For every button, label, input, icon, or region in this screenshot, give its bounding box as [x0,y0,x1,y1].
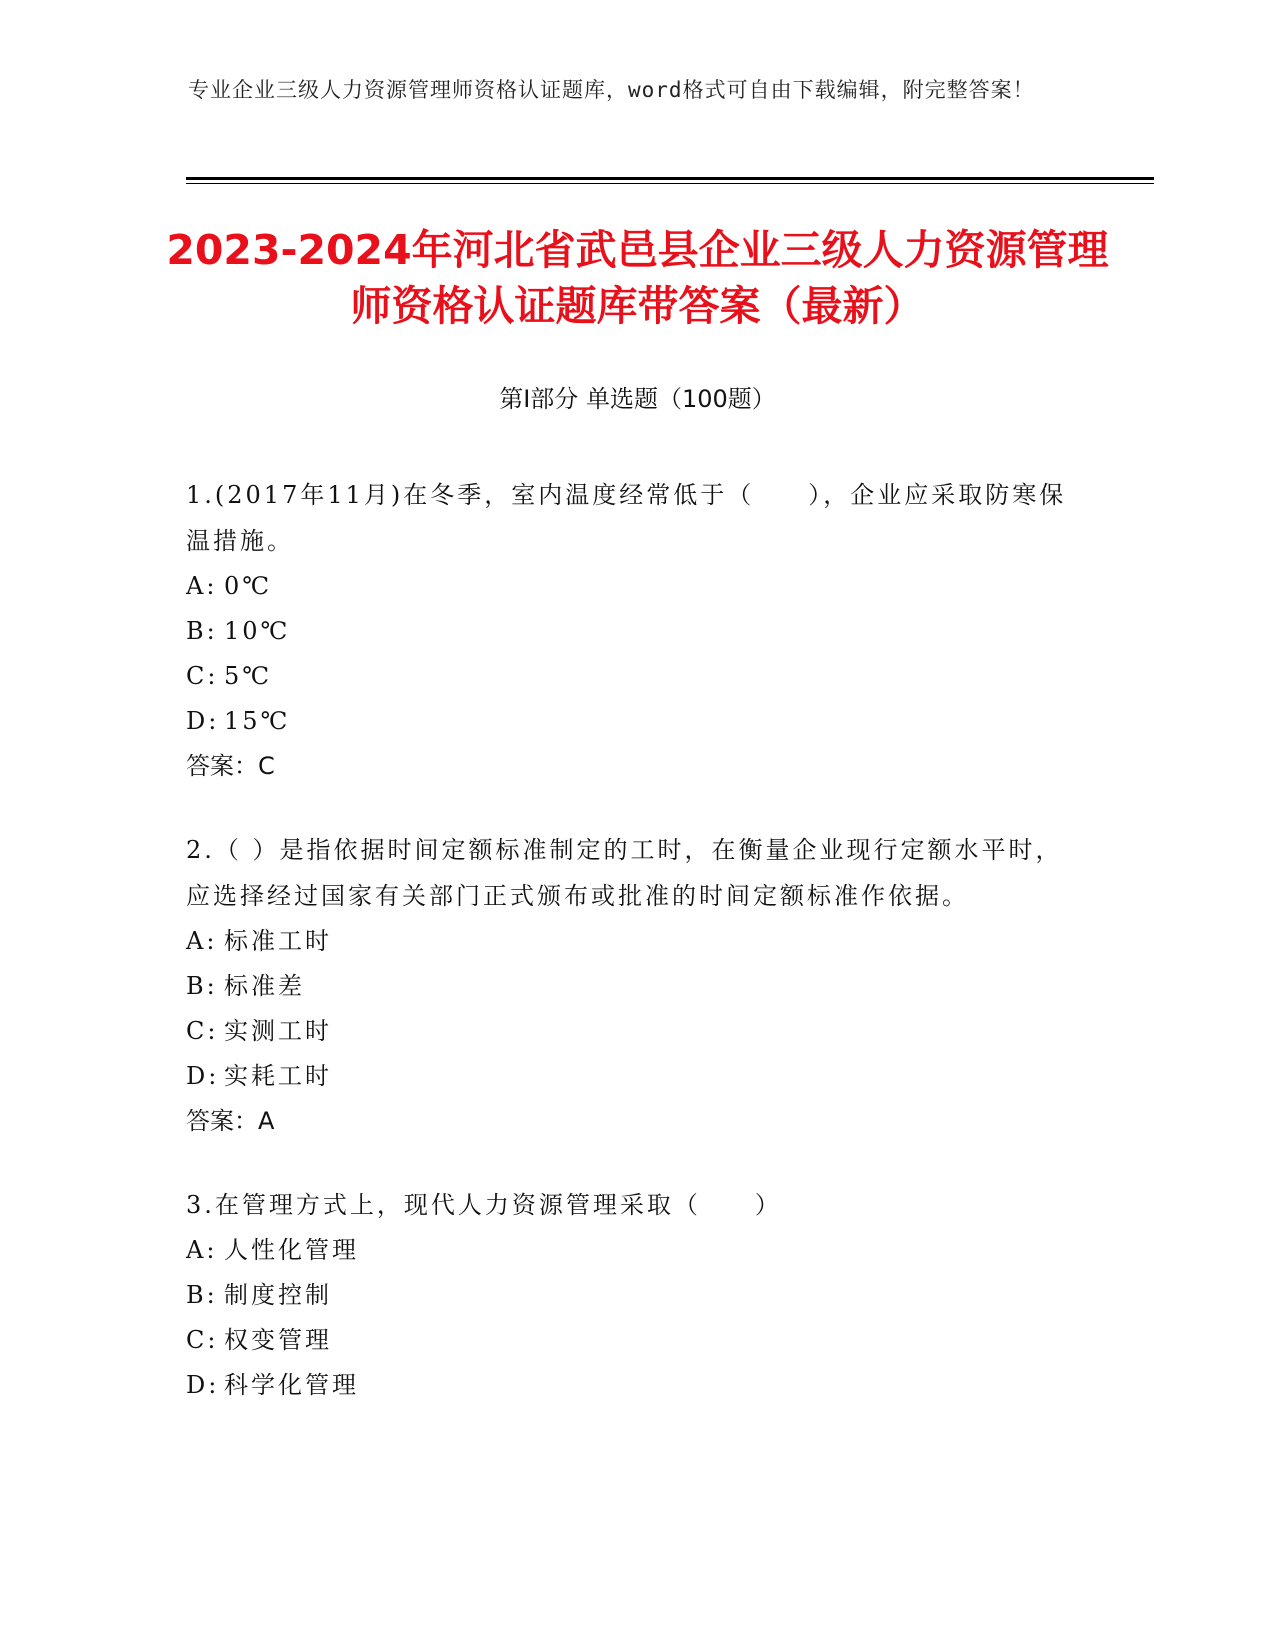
option-text: 实测工时 [224,1017,332,1045]
option-b [186,964,1076,1009]
question-1 [186,472,1076,789]
option-letter: B: [186,617,218,645]
question-2 [186,827,1076,1144]
question-stem: 2.（ ）是指依据时间定额标准制定的工时，在衡量企业现行定额水平时，应选择经过国家有关部门正式颁布或批准的时间定额标准作依据。 [186,836,1063,910]
option-letter: A: [186,927,218,955]
option-text: 制度控制 [224,1281,332,1309]
answer-line: 答案：C [186,752,275,780]
header-rule-thin [186,183,1154,184]
option-d [186,1363,1076,1408]
option-text: 标准差 [224,972,305,1000]
option-text: 科学化管理 [224,1371,359,1399]
option-letter: A: [186,572,218,600]
option-letter: B: [186,1281,218,1309]
option-d [186,699,1076,744]
option-text: 人性化管理 [224,1236,359,1264]
header-rule-thick [186,177,1154,180]
option-b [186,609,1076,654]
option-letter: D: [186,707,220,735]
option-a [186,919,1076,964]
option-letter: A: [186,1236,218,1264]
option-b [186,1273,1076,1318]
option-letter: D: [186,1062,220,1090]
question-stem: 1.(2017年11月)在冬季，室内温度经常低于（ ），企业应采取防寒保温措施。 [186,481,1067,555]
question-stem: 3.在管理方式上，现代人力资源管理采取（ ） [186,1191,782,1219]
option-text: 权变管理 [224,1326,332,1354]
option-text: 0℃ [224,572,273,600]
section-heading: 第Ⅰ部分 单选题（100题） [499,385,776,413]
option-a [186,1228,1076,1273]
document-title: 2023-2024年河北省武邑县企业三级人力资源管理师资格认证题库带答案（最新） [166,226,1109,330]
option-letter: C: [186,1017,219,1045]
question-3 [186,1182,1076,1408]
answer-line: 答案：A [186,1107,275,1135]
option-text: 标准工时 [224,927,332,955]
option-letter: B: [186,972,218,1000]
option-c [186,654,1076,699]
option-c [186,1009,1076,1054]
option-c [186,1318,1076,1363]
option-letter: C: [186,662,219,690]
option-d [186,1054,1076,1099]
question-list [186,472,1076,1446]
option-text: 10℃ [224,617,291,645]
option-text: 15℃ [224,707,291,735]
header-note: 专业企业三级人力资源管理师资格认证题库，word格式可自由下载编辑，附完整答案！ [188,78,1035,102]
option-letter: C: [186,1326,219,1354]
option-letter: D: [186,1371,220,1399]
option-text: 实耗工时 [224,1062,332,1090]
option-text: 5℃ [224,662,273,690]
option-a [186,564,1076,609]
